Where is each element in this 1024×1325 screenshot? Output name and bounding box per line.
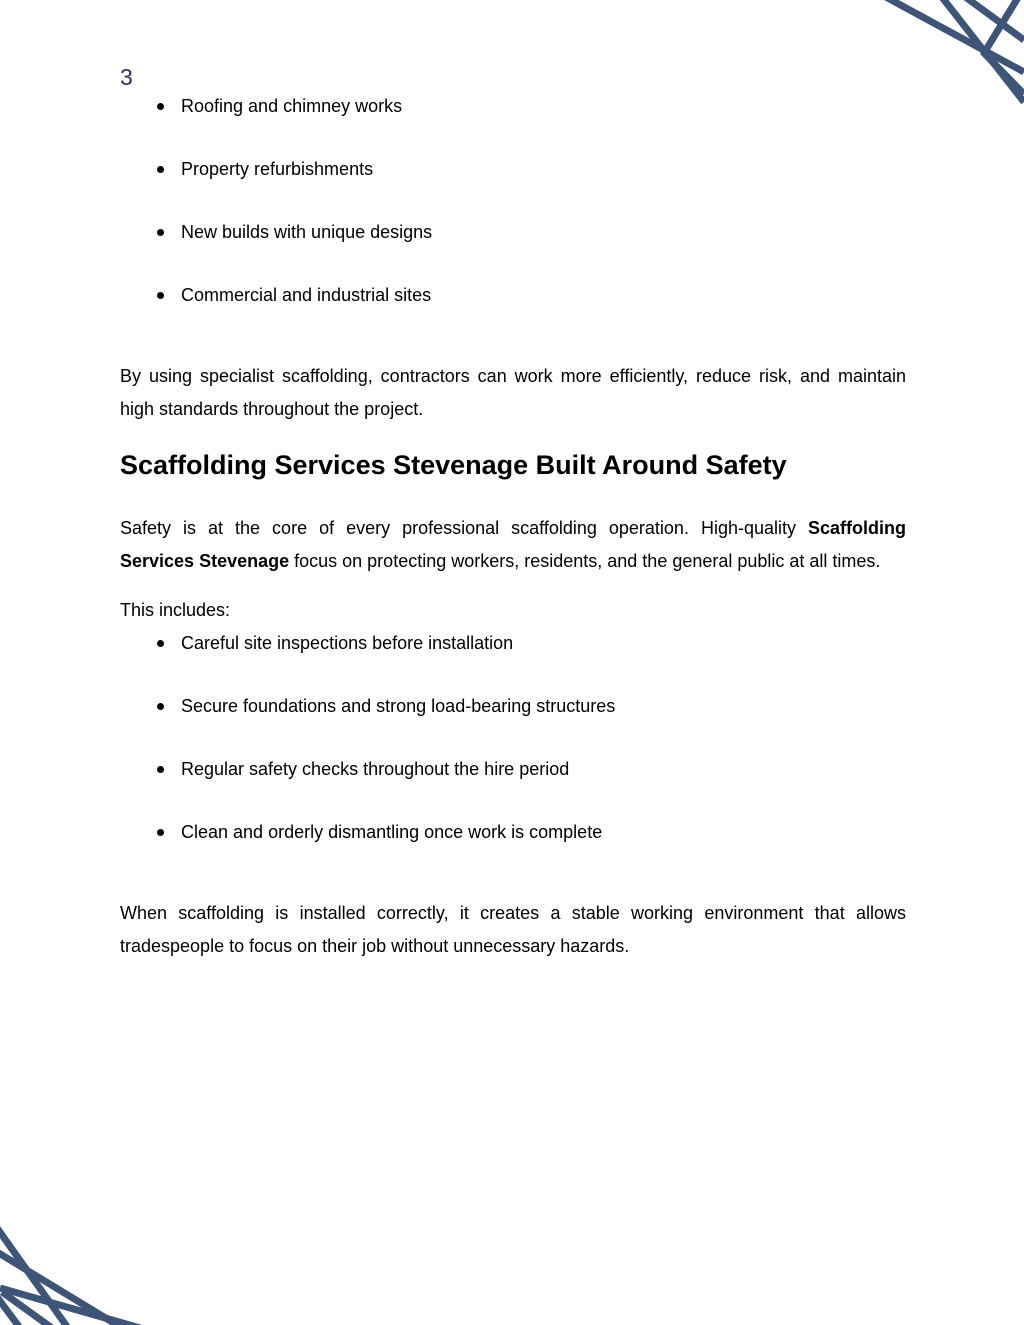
safety-paragraph-text: focus on protecting workers, residents, and the general public at all times. <box>289 551 881 571</box>
decor-line <box>0 1252 122 1325</box>
section-heading: Scaffolding Services Stevenage Built Around Safety <box>120 450 787 480</box>
safety-paragraph-bold-text: Scaffolding Services Stevenage <box>120 518 906 571</box>
page-content <box>0 64 1024 963</box>
list-item: Clean and orderly dismantling once work is complete <box>120 816 906 849</box>
intro-paragraph: By using specialist scaffolding, contractors can work more efficiently, reduce risk, and maintain high standards throughout the project. <box>120 366 906 419</box>
list-item: New builds with unique designs <box>120 216 906 249</box>
page-number: 3 <box>120 64 133 90</box>
list-item: Property refurbishments <box>120 153 906 186</box>
safety-paragraph <box>120 512 906 578</box>
list-item: Commercial and industrial sites <box>120 279 906 312</box>
decor-line <box>2 1292 52 1325</box>
decor-line <box>964 0 1024 40</box>
services-bullet-list <box>120 90 906 312</box>
list-item: Careful site inspections before installation <box>120 627 906 660</box>
safety-paragraph-text: Safety is at the core of every professional scaffolding operation. High-quality <box>120 518 808 538</box>
decor-line <box>0 1228 68 1325</box>
decor-line <box>884 0 1024 72</box>
safety-bullet-list <box>120 627 906 849</box>
closing-paragraph: When scaffolding is installed correctly, it creates a stable working environment that allows tradespeople to focus on their job without unnecessary hazards. <box>120 903 906 956</box>
list-item: Regular safety checks throughout the hire period <box>120 753 906 786</box>
list-item: Roofing and chimney works <box>120 90 906 123</box>
decor-line <box>0 1297 20 1325</box>
decor-line <box>0 1288 140 1325</box>
includes-label: This includes: <box>120 600 231 620</box>
corner-lines-decoration-bottom-left <box>0 1173 200 1325</box>
list-item: Secure foundations and strong load-bearing structures <box>120 690 906 723</box>
